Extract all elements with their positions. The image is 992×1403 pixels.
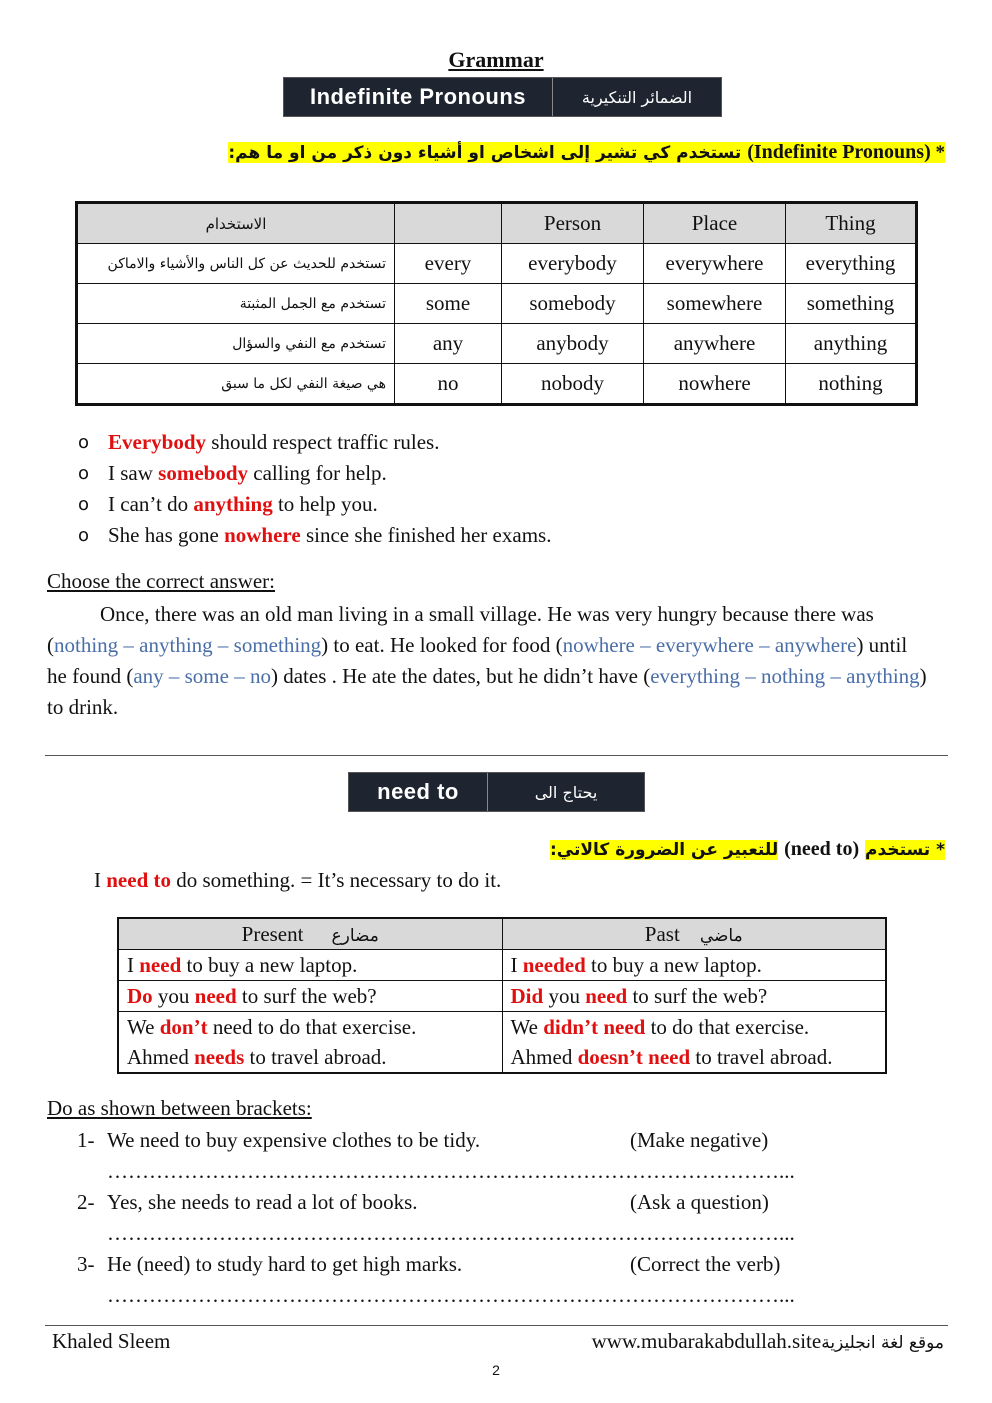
person-cell: everybody xyxy=(502,244,644,284)
cell-line xyxy=(127,1042,494,1072)
present-label-ar: مضارع xyxy=(331,925,379,946)
header-usage: الاستخدام xyxy=(77,203,395,244)
cell-text: to surf the web? xyxy=(236,983,377,1008)
indefinite-pronouns-banner xyxy=(283,77,722,117)
item-text: We need to buy expensive clothes to be tidy. xyxy=(107,1128,481,1152)
banner-title-en: need to xyxy=(377,779,459,804)
note-prefix: * xyxy=(930,142,945,163)
cell-text: to surf the web? xyxy=(627,983,768,1008)
banner-title-en: Indefinite Pronouns xyxy=(309,84,527,109)
cell-keyword: need xyxy=(139,952,182,977)
person-cell: anybody xyxy=(502,324,644,364)
example-keyword: anything xyxy=(193,492,273,516)
bullet-icon: o xyxy=(78,494,90,515)
cell-text: I xyxy=(510,952,523,977)
usage-cell: تستخدم للحديث عن كل الناس والأشياء والاماكن xyxy=(77,244,395,284)
answer-line[interactable] xyxy=(47,1280,947,1311)
banner-title-ar: الضمائر التنكيرية xyxy=(552,78,721,116)
place-cell: everywhere xyxy=(644,244,786,284)
choose-exercise-title: Choose the correct answer: xyxy=(47,569,275,593)
usage-cell: تستخدم مع الجمل المثبتة xyxy=(77,284,395,324)
prefix-cell: no xyxy=(395,364,502,405)
header-present xyxy=(118,918,502,950)
answer-line[interactable] xyxy=(47,1156,947,1187)
exercise-item xyxy=(47,1125,947,1156)
need-to-banner xyxy=(348,772,645,812)
list-item xyxy=(48,520,948,551)
cell-line xyxy=(511,1042,878,1072)
need-to-table xyxy=(117,917,887,1074)
cell-text: to travel abroad. xyxy=(244,1045,387,1069)
table-row xyxy=(118,950,886,981)
cell-line xyxy=(511,1012,878,1042)
answer-options[interactable]: nowhere – everywhere – anywhere xyxy=(562,633,857,657)
passage-text: ) until he found ( xyxy=(47,633,908,688)
example-keyword: somebody xyxy=(158,461,249,485)
table-row xyxy=(118,1012,886,1074)
table-row xyxy=(77,324,917,364)
cell-text: you xyxy=(152,983,195,1008)
do-as-shown-exercise xyxy=(47,1125,947,1311)
item-number: 3- xyxy=(77,1252,95,1276)
prefix-cell: every xyxy=(395,244,502,284)
cell-keyword: needed xyxy=(522,952,586,977)
cell-text: We xyxy=(127,1015,160,1039)
cell-text: to buy a new laptop. xyxy=(585,952,762,977)
footer-site-ar: موقع لغة انجليزية xyxy=(821,1333,944,1353)
cell-keyword: doesn’t need xyxy=(577,1045,691,1069)
note-text: تستخدم xyxy=(865,840,931,860)
bullet-icon: o xyxy=(78,525,90,546)
rule-text: do something. = It’s necessary to do it. xyxy=(171,868,502,892)
footer-site xyxy=(592,1329,944,1354)
need-to-note xyxy=(550,838,945,861)
prefix-cell: some xyxy=(395,284,502,324)
answer-line[interactable] xyxy=(47,1218,947,1249)
cell-keyword: didn’t need xyxy=(543,1015,646,1039)
rule-text: I xyxy=(94,868,107,892)
person-cell: somebody xyxy=(502,284,644,324)
cell-text: Ahmed xyxy=(127,1045,195,1069)
thing-cell: anything xyxy=(786,324,917,364)
place-cell: somewhere xyxy=(644,284,786,324)
past-label-ar: ماضي xyxy=(699,925,743,946)
present-cell xyxy=(118,950,502,981)
header-past xyxy=(502,918,886,950)
header-place: Place xyxy=(644,203,786,244)
indefinite-pronouns-table xyxy=(75,201,918,406)
thing-cell: something xyxy=(786,284,917,324)
cell-keyword: needs xyxy=(194,1045,245,1069)
table-row xyxy=(77,364,917,405)
answer-dots[interactable]: ……………………………………………………………………………………... xyxy=(107,1159,795,1183)
note-term: (need to) xyxy=(784,838,860,860)
table-header-row xyxy=(118,918,886,950)
table-row xyxy=(118,981,886,1012)
footer-divider xyxy=(45,1325,948,1326)
cell-text: to travel abroad. xyxy=(690,1045,833,1069)
table-row xyxy=(77,284,917,324)
table-row xyxy=(77,244,917,284)
list-item xyxy=(48,427,948,458)
cell-keyword: need xyxy=(585,983,628,1008)
header-blank xyxy=(395,203,502,244)
answer-options[interactable]: everything – nothing – anything xyxy=(650,664,920,688)
example-text: She has gone xyxy=(108,523,225,547)
usage-cell: هي صيغة النفي لكل ما سبق xyxy=(77,364,395,405)
present-label: Present xyxy=(241,921,304,946)
item-instruction: (Correct the verb) xyxy=(630,1252,781,1276)
example-text: should respect traffic rules. xyxy=(206,430,440,454)
answer-options[interactable]: nothing – anything – something xyxy=(54,633,322,657)
bullet-icon: o xyxy=(78,432,90,453)
present-cell xyxy=(118,1012,502,1074)
item-number: 1- xyxy=(77,1128,95,1152)
example-text: I can’t do xyxy=(108,492,194,516)
cell-keyword: Do xyxy=(127,983,153,1008)
note-text: للتعبير عن الضرورة كالاتي: xyxy=(549,840,779,860)
exercise-item xyxy=(47,1249,947,1280)
prefix-cell: any xyxy=(395,324,502,364)
header-thing: Thing xyxy=(786,203,917,244)
past-cell xyxy=(502,981,886,1012)
exercise-item xyxy=(47,1187,947,1218)
need-to-rule xyxy=(94,868,501,893)
note-term: (Indefinite Pronouns) xyxy=(747,141,931,163)
answer-options[interactable]: any – some – no xyxy=(133,664,271,688)
note-prefix-ar xyxy=(865,840,945,860)
person-cell: nobody xyxy=(502,364,644,405)
cell-text: I xyxy=(127,952,140,977)
bullet-icon: o xyxy=(78,463,90,484)
example-text: I saw xyxy=(108,461,159,485)
item-number: 2- xyxy=(77,1190,95,1214)
do-as-shown-title: Do as shown between brackets: xyxy=(47,1096,312,1120)
thing-cell: everything xyxy=(786,244,917,284)
answer-dots[interactable]: ……………………………………………………………………………………... xyxy=(107,1221,795,1245)
example-text: to help you. xyxy=(272,492,378,516)
choose-exercise-passage xyxy=(47,599,927,723)
rule-keyword: need to xyxy=(106,868,171,892)
item-text: Yes, she needs to read a lot of books. xyxy=(107,1190,418,1214)
cell-text: to do that exercise. xyxy=(645,1015,810,1039)
note-prefix: * xyxy=(930,840,945,860)
cell-keyword: need xyxy=(194,983,237,1008)
table-header-row xyxy=(77,203,917,244)
past-cell xyxy=(502,950,886,981)
banner-title-ar: يحتاج الى xyxy=(487,773,644,811)
examples-list xyxy=(48,427,948,551)
page-number: 2 xyxy=(492,1362,500,1378)
list-item xyxy=(48,489,948,520)
example-text: calling for help. xyxy=(248,461,387,485)
item-instruction: (Make negative) xyxy=(630,1128,769,1152)
footer-site-url[interactable]: www.mubarakabdullah.site xyxy=(591,1329,822,1353)
note-text: تستخدم كي تشير إلى اشخاص او أشياء دون ذكر من او ما هم: xyxy=(228,143,748,163)
list-item xyxy=(48,458,948,489)
header-person: Person xyxy=(502,203,644,244)
page-title: Grammar xyxy=(448,47,544,72)
usage-cell: تستخدم مع النفي والسؤال xyxy=(77,324,395,364)
cell-text: We xyxy=(510,1015,544,1039)
past-label: Past xyxy=(644,921,680,946)
thing-cell: nothing xyxy=(786,364,917,405)
cell-line xyxy=(127,1012,494,1042)
cell-text: Ahmed xyxy=(510,1045,578,1069)
passage-text: ) dates . He ate the dates, but he didn’t have ( xyxy=(270,664,651,688)
passage-text: Once, there was an old man living in a small village. He was very hungry because there was ( xyxy=(47,602,874,657)
place-cell: nowhere xyxy=(644,364,786,405)
item-text: He (need) to study hard to get high marks. xyxy=(107,1252,463,1276)
example-keyword: nowhere xyxy=(224,523,301,547)
place-cell: anywhere xyxy=(644,324,786,364)
answer-dots[interactable]: ……………………………………………………………………………………... xyxy=(107,1283,795,1307)
cell-text: you xyxy=(543,983,586,1008)
section-divider xyxy=(45,755,948,756)
passage-text: ) to drink. xyxy=(47,664,927,719)
indefinite-pronouns-note xyxy=(228,141,945,164)
past-cell xyxy=(502,1012,886,1074)
cell-text: to buy a new laptop. xyxy=(181,952,358,977)
cell-keyword: don’t xyxy=(159,1015,208,1039)
present-cell xyxy=(118,981,502,1012)
cell-text: need to do that exercise. xyxy=(207,1015,417,1039)
example-text: since she finished her exams. xyxy=(300,523,552,547)
footer-author: Khaled Sleem xyxy=(52,1329,171,1353)
item-instruction: (Ask a question) xyxy=(630,1190,769,1214)
example-keyword: Everybody xyxy=(108,430,207,454)
passage-text: ) to eat. He looked for food ( xyxy=(321,633,563,657)
cell-keyword: Did xyxy=(510,983,544,1008)
